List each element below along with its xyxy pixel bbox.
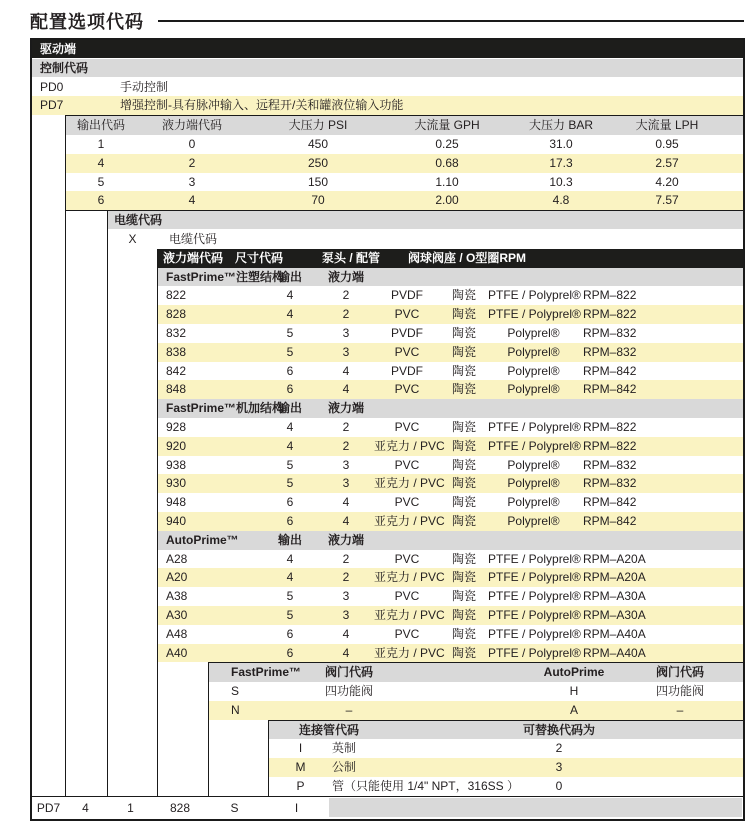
cell: PVC	[394, 382, 420, 397]
cell: 陶瓷	[451, 626, 476, 641]
cell: RPM–832	[583, 476, 637, 491]
cell: 4	[286, 288, 294, 303]
cell: PVC	[394, 589, 420, 604]
cell: 4	[286, 570, 294, 585]
page-title: 配置选项代码	[30, 12, 144, 32]
cell: 0.25	[435, 136, 459, 151]
cell-code: I	[298, 741, 303, 756]
cell: A30	[166, 607, 188, 622]
cell: 陶瓷	[451, 589, 476, 604]
cell: 2	[342, 438, 350, 453]
table-row	[158, 324, 743, 343]
cell: 2.00	[435, 193, 459, 208]
cell: PVDF	[390, 325, 423, 340]
cell-code: X	[128, 231, 137, 246]
cell: PTFE / Polyprel®	[488, 645, 581, 660]
cell: 4.20	[655, 174, 679, 189]
cell: S	[230, 800, 239, 815]
cell: Polyprel®	[507, 344, 560, 359]
table-row	[209, 682, 743, 701]
table-row	[158, 305, 743, 324]
cell: PTFE / Polyprel®	[488, 438, 581, 453]
cell: PTFE / Polyprel®	[488, 570, 581, 585]
cell-code: P	[296, 779, 305, 794]
cell: 920	[166, 438, 187, 453]
table-row	[158, 286, 743, 305]
cell: 四功能阀	[655, 684, 704, 699]
cell: Polyprel®	[507, 476, 560, 491]
cell: 6	[286, 513, 294, 528]
cell: Polyprel®	[507, 363, 560, 378]
cell: 陶瓷	[451, 551, 476, 566]
example-configuration-row	[32, 796, 743, 819]
cable-code-bar: 电缆代码	[108, 211, 743, 230]
cell: 5	[286, 344, 294, 359]
cell-desc: 公制	[332, 760, 357, 775]
cell: RPM–A30A	[583, 589, 646, 604]
pipe-section	[268, 720, 743, 796]
cell: H	[569, 684, 579, 699]
cell: 250	[307, 155, 329, 170]
cell-desc: 电缆代码	[169, 231, 218, 246]
hydraulic-section	[157, 249, 743, 796]
cell: 842	[166, 363, 187, 378]
cell: 940	[166, 513, 187, 528]
title-rule	[158, 20, 744, 22]
bar-label: 液力端代码	[163, 250, 224, 265]
spacer	[429, 663, 509, 682]
cell: 1	[127, 800, 134, 815]
col-header: 液力端代码	[161, 118, 222, 133]
cell-alt: 3	[555, 760, 563, 775]
cell: 3	[342, 344, 350, 359]
hydraulic-header-bar	[158, 249, 743, 268]
table-row	[209, 701, 743, 720]
table-row	[158, 437, 743, 456]
cell: 4	[342, 363, 350, 378]
cell-desc: 手动控制	[120, 79, 169, 94]
cell: 陶瓷	[451, 363, 476, 378]
cell: 0	[188, 136, 196, 151]
cell: PTFE / Polyprel®	[488, 551, 581, 566]
table-row	[158, 625, 743, 644]
group-header	[158, 268, 743, 287]
cell: Polyprel®	[507, 513, 560, 528]
group-name: AutoPrime™	[166, 532, 239, 547]
col-header: 大压力 PSI	[288, 118, 348, 133]
cell: 5	[286, 325, 294, 340]
cell: 亚克力 / PVC	[374, 570, 445, 585]
cell: 4	[342, 626, 350, 641]
cell: PVC	[394, 344, 420, 359]
spacer	[429, 701, 509, 720]
table-row	[158, 644, 743, 663]
cell: 陶瓷	[451, 476, 476, 491]
cell: 2	[342, 307, 350, 322]
col-header: 阀门代码	[324, 665, 373, 680]
table-row	[158, 606, 743, 625]
group-header	[158, 399, 743, 418]
cell-desc: 英制	[332, 741, 357, 756]
cell: 828	[169, 800, 191, 815]
group-name: FastPrime™机加结构	[166, 401, 285, 416]
cell: RPM–A40A	[583, 645, 646, 660]
cell-code: PD0	[40, 79, 64, 94]
cell: 1.10	[435, 174, 459, 189]
cell: 4	[342, 382, 350, 397]
cell: 10.3	[549, 174, 573, 189]
cell: 150	[307, 174, 329, 189]
cell: RPM–822	[583, 419, 637, 434]
cell-desc: 管（只能使用 1/4" NPT，316SS ）	[332, 779, 519, 794]
table-row	[269, 739, 743, 758]
cell: 陶瓷	[451, 607, 476, 622]
table-row	[269, 758, 743, 777]
cell: RPM–A40A	[583, 626, 646, 641]
cell: RPM–842	[583, 495, 637, 510]
col-header: 输出	[277, 269, 302, 284]
cell: Polyprel®	[507, 325, 560, 340]
cell: RPM–832	[583, 344, 637, 359]
col-header: 大压力 BAR	[528, 118, 593, 133]
cell: PD7	[36, 800, 61, 815]
col-header: 液力端	[327, 401, 364, 416]
cell: 828	[166, 307, 187, 322]
cell: PVC	[394, 307, 420, 322]
cell: 陶瓷	[451, 570, 476, 585]
cell-code: M	[295, 760, 306, 775]
cell: 5	[286, 607, 294, 622]
valve-header	[209, 663, 743, 682]
cell: 4	[342, 645, 350, 660]
cell: 3	[342, 589, 350, 604]
cell: 450	[307, 136, 329, 151]
bar-label: 阀球阀座 / O型圈RPM	[408, 250, 527, 265]
spacer	[429, 682, 509, 701]
cell: 4	[286, 551, 294, 566]
cell: RPM–842	[583, 382, 637, 397]
cell: RPM–822	[583, 288, 637, 303]
cell: 6	[286, 363, 294, 378]
cell: 陶瓷	[451, 382, 476, 397]
cell: A48	[166, 626, 188, 641]
control-row-pd0	[32, 78, 743, 97]
cell: 6	[97, 193, 105, 208]
cell-desc: 增强控制-具有脉冲输入、远程开/关和罐液位输入功能	[120, 98, 404, 113]
cell: Polyprel®	[507, 457, 560, 472]
cell: 948	[166, 495, 187, 510]
cell: Polyprel®	[507, 382, 560, 397]
cell: PVDF	[390, 363, 423, 378]
cell: 陶瓷	[451, 457, 476, 472]
cell: 4.8	[552, 193, 570, 208]
cell: A38	[166, 589, 188, 604]
cell: 亚克力 / PVC	[374, 607, 445, 622]
table-row	[158, 343, 743, 362]
col-header: 大流量 GPH	[414, 118, 480, 133]
cell: PVDF	[390, 288, 423, 303]
group-name: FastPrime™注塑结构	[166, 269, 285, 284]
cell: I	[294, 800, 299, 815]
cell: PVC	[394, 551, 420, 566]
cell: PTFE / Polyprel®	[488, 589, 581, 604]
cell: 6	[286, 382, 294, 397]
cell: 5	[286, 589, 294, 604]
table-row	[158, 456, 743, 475]
cell: 5	[286, 476, 294, 491]
col-header: 连接管代码	[299, 722, 360, 737]
cell: 2	[342, 288, 350, 303]
table-row	[158, 418, 743, 437]
cell: 4	[342, 495, 350, 510]
cell: PVC	[394, 419, 420, 434]
page-header	[30, 9, 744, 33]
cell: PTFE / Polyprel®	[488, 419, 581, 434]
cell: 3	[342, 457, 350, 472]
table-row	[158, 380, 743, 399]
table-row	[158, 587, 743, 606]
cell: RPM–A30A	[583, 607, 646, 622]
col-header: 可替换代码为	[522, 722, 595, 737]
cell: 亚克力 / PVC	[374, 476, 445, 491]
cell: 4	[188, 193, 196, 208]
col-header: FastPrime™	[231, 665, 302, 680]
cell: 2	[188, 155, 196, 170]
col-header: 大流量 LPH	[635, 118, 699, 133]
cell: PTFE / Polyprel®	[488, 288, 581, 303]
cell: 0.68	[435, 155, 459, 170]
cell: 陶瓷	[451, 288, 476, 303]
cell: 5	[97, 174, 105, 189]
cell: 31.0	[549, 136, 573, 151]
table-row	[66, 154, 743, 173]
table-row	[158, 474, 743, 493]
cell: 3	[188, 174, 196, 189]
cell: S	[231, 684, 240, 699]
cell: 70	[311, 193, 325, 208]
cell: 6	[286, 645, 294, 660]
control-row-pd7	[32, 96, 743, 115]
cell: 陶瓷	[451, 325, 476, 340]
cell: 陶瓷	[451, 307, 476, 322]
cell: 4	[286, 419, 294, 434]
cell: Polyprel®	[507, 495, 560, 510]
cell: 陶瓷	[451, 438, 476, 453]
cell: 1	[97, 136, 105, 151]
cell: 6	[286, 495, 294, 510]
cell: RPM–A20A	[583, 570, 646, 585]
spacer	[639, 777, 743, 796]
cell: 5	[286, 457, 294, 472]
table-row	[158, 568, 743, 587]
table-row	[269, 777, 743, 796]
cell: RPM–822	[583, 307, 637, 322]
spacer	[639, 739, 743, 758]
cell: PTFE / Polyprel®	[488, 626, 581, 641]
col-header: 阀门代码	[655, 665, 704, 680]
cell: A28	[166, 551, 188, 566]
cell: PTFE / Polyprel®	[488, 607, 581, 622]
cell: PTFE / Polyprel®	[488, 307, 581, 322]
cell: 4	[342, 513, 350, 528]
cell: 17.3	[549, 155, 573, 170]
cell: 4	[286, 307, 294, 322]
cell: 亚克力 / PVC	[374, 438, 445, 453]
cable-section	[107, 211, 743, 796]
col-header: 液力端	[327, 269, 364, 284]
cell: A	[569, 702, 578, 717]
bar-label: 尺寸代码	[235, 250, 284, 265]
cell: 838	[166, 344, 187, 359]
output-table-header	[66, 116, 743, 135]
cell: 3	[342, 325, 350, 340]
col-header: 输出	[277, 401, 302, 416]
drive-end-bar: 驱动端	[32, 40, 743, 59]
group-header	[158, 531, 743, 550]
table-row	[66, 191, 743, 210]
cell: 陶瓷	[451, 419, 476, 434]
pipe-header	[269, 721, 743, 740]
output-section	[65, 115, 743, 796]
table-row	[66, 173, 743, 192]
cell-alt: 0	[555, 779, 563, 794]
cell: A20	[166, 570, 188, 585]
cell: RPM–A20A	[583, 551, 646, 566]
cell: 832	[166, 325, 187, 340]
table-row	[158, 362, 743, 381]
cell: 7.57	[655, 193, 679, 208]
cell: 2	[342, 551, 350, 566]
cell: –	[345, 702, 353, 717]
spacer	[639, 758, 743, 777]
table-row	[158, 550, 743, 569]
cell: 822	[166, 288, 187, 303]
cell: PVC	[394, 457, 420, 472]
cell: 928	[166, 419, 187, 434]
cell: 陶瓷	[451, 495, 476, 510]
cell: 陶瓷	[451, 513, 476, 528]
cell: N	[231, 702, 240, 717]
cell: RPM–822	[583, 438, 637, 453]
cell: 3	[342, 476, 350, 491]
cell: RPM–842	[583, 513, 637, 528]
cell: RPM–832	[583, 457, 637, 472]
cell: 亚克力 / PVC	[374, 513, 445, 528]
cell: 2.57	[655, 155, 679, 170]
cell: 亚克力 / PVC	[374, 645, 445, 660]
output-table	[66, 116, 743, 211]
col-header: 输出代码	[76, 118, 125, 133]
col-header: 液力端	[327, 532, 364, 547]
cell: 848	[166, 382, 187, 397]
cell: 陶瓷	[451, 344, 476, 359]
cell: PVC	[394, 626, 420, 641]
cell: RPM–842	[583, 363, 637, 378]
cell: 4	[97, 155, 105, 170]
col-header: 输出	[277, 532, 302, 547]
cell: 938	[166, 457, 187, 472]
spacer	[639, 721, 743, 740]
cell: 930	[166, 476, 187, 491]
cell: 2	[342, 570, 350, 585]
cell: 0.95	[655, 136, 679, 151]
table-row	[158, 512, 743, 531]
cell: 6	[286, 626, 294, 641]
configuration-table	[30, 38, 745, 821]
cell: 陶瓷	[451, 645, 476, 660]
cell: 4	[82, 800, 89, 815]
cell: 四功能阀	[324, 684, 373, 699]
cell: A40	[166, 645, 188, 660]
cell: 4	[286, 438, 294, 453]
control-code-bar: 控制代码	[32, 59, 743, 78]
cell: RPM–832	[583, 325, 637, 340]
cell: 2	[342, 419, 350, 434]
cable-row	[108, 230, 743, 249]
cell: –	[676, 702, 684, 717]
table-row	[66, 135, 743, 154]
empty-cell	[329, 798, 742, 817]
cell-alt: 2	[555, 741, 563, 756]
valve-section	[208, 662, 743, 796]
cell: 3	[342, 607, 350, 622]
cell-code: PD7	[40, 98, 64, 113]
cell: PVC	[394, 495, 420, 510]
col-header: AutoPrime	[543, 665, 605, 680]
table-row	[158, 493, 743, 512]
bar-label: 泵头 / 配管	[322, 250, 381, 265]
